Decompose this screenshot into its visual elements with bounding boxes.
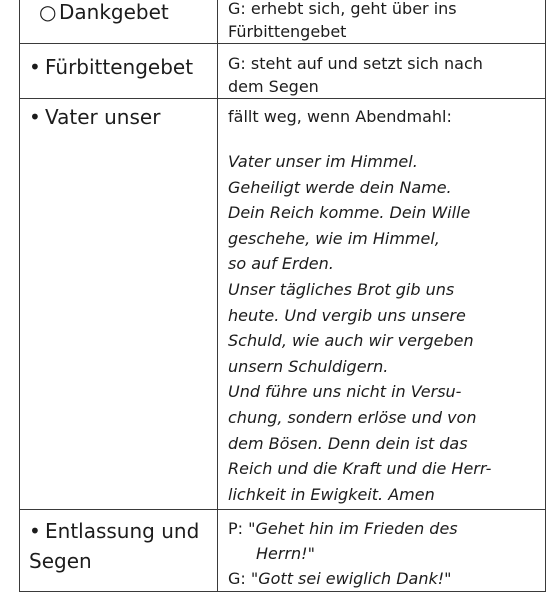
prayer-line: so auf Erden. xyxy=(228,254,334,274)
liturgy-table xyxy=(19,0,546,592)
liturgy-item-label xyxy=(29,516,210,576)
prayer-line: unsern Schuldigern. xyxy=(228,356,389,376)
lords-prayer-text xyxy=(228,149,539,507)
prayer-line: Schuld, wie auch wir vergeben xyxy=(228,331,474,351)
liturgy-item-cell xyxy=(20,99,218,510)
liturgy-note xyxy=(228,52,539,98)
item-label-line: Segen xyxy=(29,549,92,574)
prayer-line: lichkeit in Ewigkeit. Amen xyxy=(228,484,435,504)
liturgy-note xyxy=(228,0,539,43)
bullet-icon: • xyxy=(29,55,41,79)
liturgy-item xyxy=(29,99,217,132)
bullet-icon: • xyxy=(29,105,41,129)
liturgy-note xyxy=(228,516,539,591)
prayer-line: dem Bösen. Denn dein ist das xyxy=(228,433,468,453)
table-row-entlassung xyxy=(20,510,546,592)
liturgy-item-label: Fürbittengebet xyxy=(45,55,194,79)
item-label-line: Entlassung und xyxy=(45,519,200,544)
note-line: G: steht auf und setzt sich nach xyxy=(228,54,483,73)
table-row-dankgebet xyxy=(20,0,546,44)
liturgy-item xyxy=(29,510,217,576)
liturgy-note-cell xyxy=(218,99,546,510)
liturgy-note-cell xyxy=(218,44,546,99)
note-line: dem Segen xyxy=(228,77,319,96)
speaker-prefix-pastor: P: xyxy=(228,519,249,539)
table-row-fuerbittengebet xyxy=(20,44,546,99)
note-line: fällt weg, wenn Abendmahl: xyxy=(228,107,452,126)
prayer-line: chung, sondern erlöse und von xyxy=(228,407,477,427)
liturgy-note-cell xyxy=(218,510,546,592)
prayer-line: geschehe, wie im Himmel, xyxy=(228,228,440,248)
pastor-line xyxy=(228,516,539,541)
prayer-line: Reich und die Kraft und die Herr- xyxy=(228,459,492,479)
blessing-text-continued: Herrn!" xyxy=(256,544,315,564)
note-line: G: erhebt sich, geht über ins xyxy=(228,0,457,18)
liturgy-item-label: Dankgebet xyxy=(59,0,169,24)
prayer-line: Unser tägliches Brot gib uns xyxy=(228,279,455,299)
prayer-line: Und führe uns nicht in Versu- xyxy=(228,382,462,402)
prayer-line: Vater unser im Himmel. xyxy=(228,152,418,171)
liturgy-note-cell xyxy=(218,0,546,44)
liturgy-item-cell xyxy=(20,510,218,592)
liturgy-item xyxy=(29,44,217,82)
response-text: "Gott sei ewiglich Dank!" xyxy=(250,569,452,589)
speaker-prefix-congregation: G: xyxy=(228,569,251,589)
prayer-line: Dein Reich komme. Dein Wille xyxy=(228,203,471,223)
liturgy-item xyxy=(29,0,217,27)
liturgy-item-label: Vater unser xyxy=(45,105,161,129)
blessing-text: "Gehet hin im Frieden des xyxy=(248,519,458,539)
congregation-line xyxy=(228,566,539,591)
liturgy-note xyxy=(228,105,539,128)
bullet-icon: • xyxy=(29,519,41,544)
table-row-vater-unser xyxy=(20,99,546,510)
prayer-line: heute. Und vergib uns unsere xyxy=(228,305,466,325)
note-line: Fürbittengebet xyxy=(228,22,347,41)
liturgy-item-cell xyxy=(20,44,218,99)
prayer-line: Geheiligt werde dein Name. xyxy=(228,177,452,197)
hollow-bullet-icon: ○ xyxy=(39,0,57,24)
liturgy-item-cell xyxy=(20,0,218,44)
